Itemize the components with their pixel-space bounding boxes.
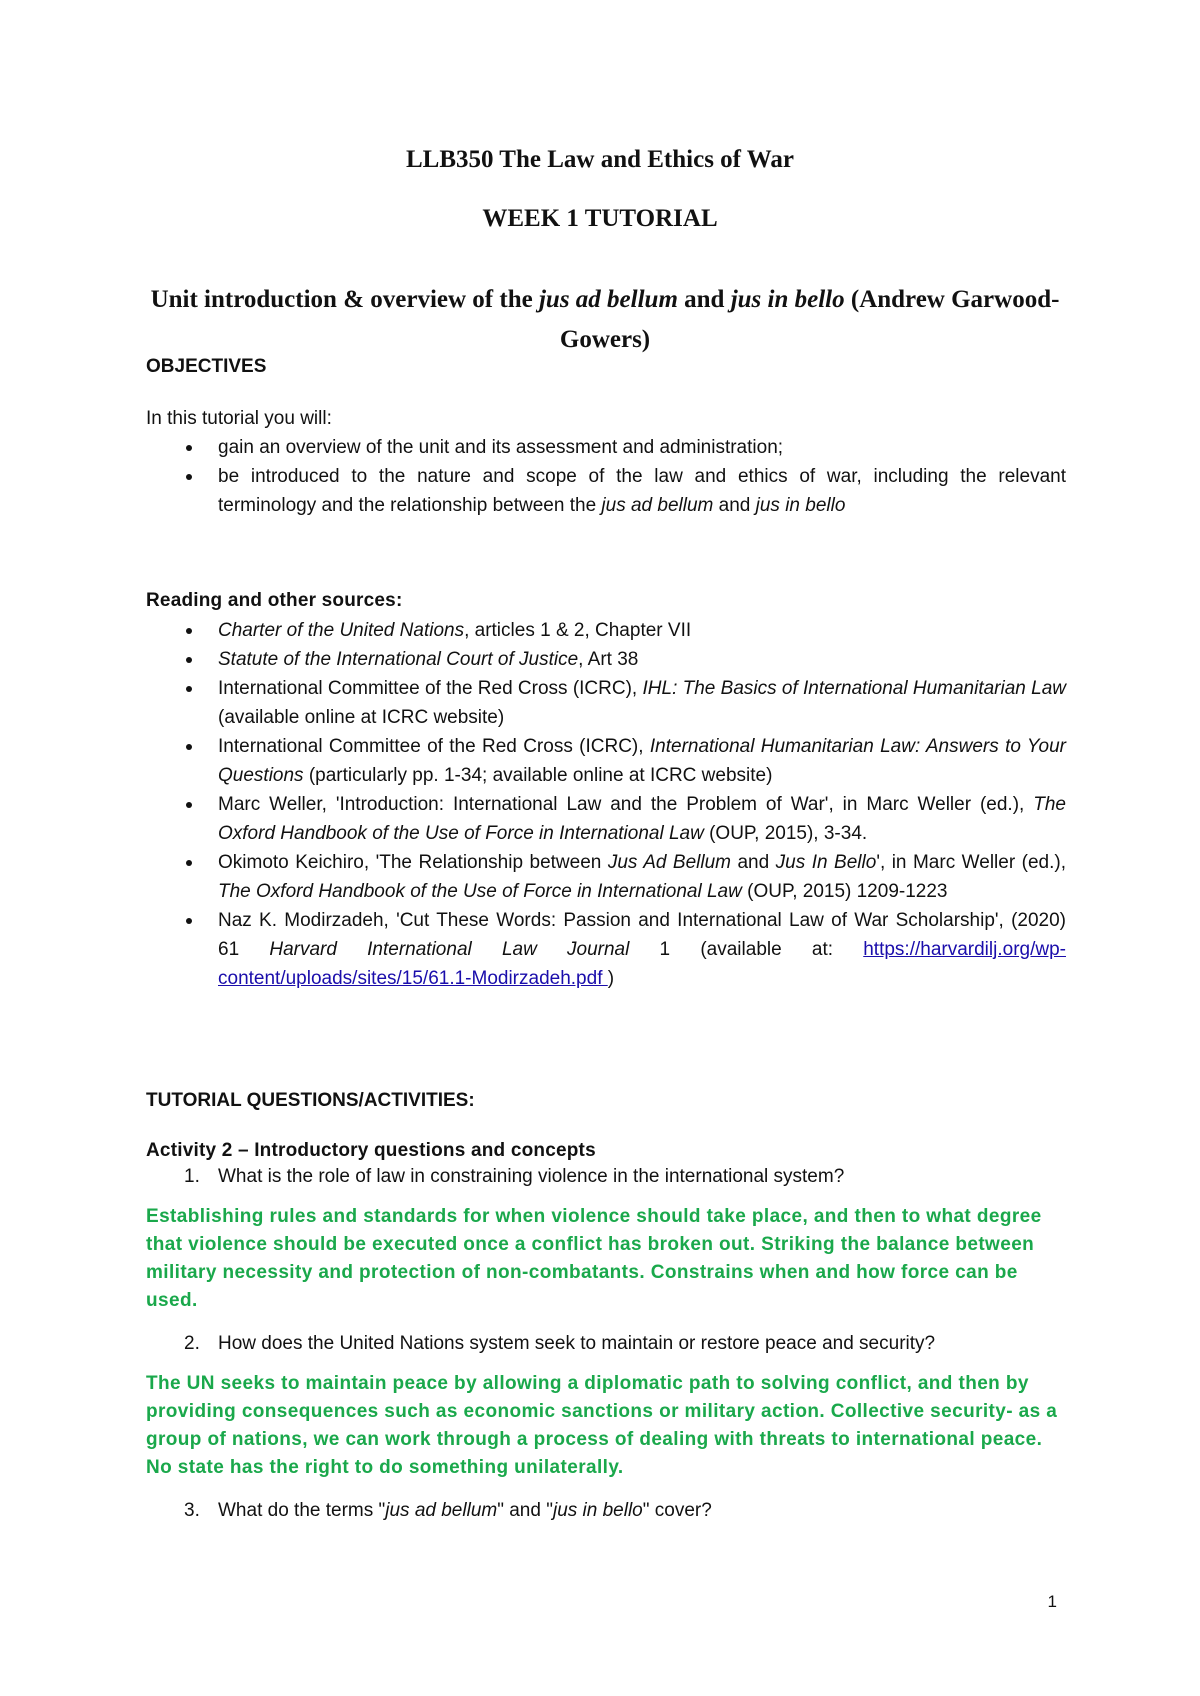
objectives-intro: In this tutorial you will: [146, 408, 332, 429]
source-detail: (available online at ICRC website) [218, 707, 505, 728]
list-item [146, 674, 1066, 732]
list-item [146, 790, 1066, 848]
reading-section [146, 590, 1066, 993]
answer-1: Establishing rules and standards for when violence should take place, and then to what degree that violence should be executed once a conflict has broken out. Striking the balance between military necessity and protection of non-combatants. Constrains when and how force can be used. [146, 1206, 1042, 1311]
source-detail: International Committee of the Red Cross (ICRC), [218, 736, 650, 757]
list-item [146, 433, 1066, 462]
source-detail: , Art 38 [578, 649, 639, 670]
italic-term: jus ad bellum [385, 1500, 498, 1521]
italic-term: Jus Ad Bellum [607, 852, 731, 873]
source-detail: 1 (available at: [629, 939, 864, 960]
source-detail: ) [607, 968, 615, 989]
source-detail: Okimoto Keichiro, 'The Relationship between [218, 852, 608, 873]
reading-heading: Reading and other sources: [146, 590, 403, 611]
document-title: LLB350 The Law and Ethics of War [405, 146, 795, 173]
subtitle-italic-term: jus ad bellum [538, 286, 678, 313]
source-title: Harvard International Law Journal [269, 939, 630, 960]
document-subtitle [140, 280, 1070, 360]
source-detail: (OUP, 2015), 3-34. [703, 823, 868, 844]
list-item-text: be introduced to the nature and scope of the law and ethics of war, including the relevant terminology and the relationship between the [218, 466, 1066, 516]
list-item [146, 906, 1066, 993]
question-text: " and " [497, 1500, 553, 1521]
source-detail: (OUP, 2015) 1209-1223 [741, 881, 948, 902]
list-item [146, 462, 1066, 520]
source-detail: Marc Weller, 'Introduction: International Law and the Problem of War', in Marc Weller (ed.), [218, 794, 1034, 815]
subtitle-text: (Andrew Garwood-Gowers) [559, 286, 1060, 353]
objectives-list [146, 433, 1066, 520]
source-title: The Oxford Handbook of the Use of Force in International Law [218, 794, 1066, 844]
source-title: Statute of the International Court of Justice [218, 649, 579, 670]
italic-term: jus ad bellum [601, 495, 714, 516]
source-detail: ', in Marc Weller (ed.), [876, 852, 1066, 873]
question-text: What is the role of law in constraining violence in the international system? [218, 1166, 845, 1187]
page-number: 1 [1047, 1592, 1057, 1611]
modirzadeh-pdf-link[interactable]: https://harvardilj.org/wp-content/uploads/sites/15/61.1-Modirzadeh.pdf [218, 939, 1066, 989]
question-text: What do the terms " [218, 1500, 386, 1521]
answer-2: The UN seeks to maintain peace by allowing a diplomatic path to solving conflict, and then by providing consequences such as economic sanctions or military action. Collective security- as a group of nations, we can work through a process of dealing with threats to international peace. No state has the right to do something unilaterally. [146, 1373, 1058, 1478]
source-title: Charter of the United Nations [218, 620, 465, 641]
question-3 [146, 1496, 1066, 1525]
question-1 [146, 1162, 1066, 1191]
question-text: " cover? [642, 1500, 712, 1521]
question-number: 3. [184, 1500, 200, 1521]
source-title: The Oxford Handbook of the Use of Force in International Law [218, 881, 742, 902]
source-detail: and [731, 852, 776, 873]
question-number: 2. [184, 1333, 200, 1354]
tutorial-heading: TUTORIAL QUESTIONS/ACTIVITIES: [146, 1090, 475, 1111]
source-detail: International Committee of the Red Cross (ICRC), [218, 678, 643, 699]
source-title: IHL: The Basics of International Humanitarian Law [642, 678, 1066, 699]
italic-term: Jus In Bello [775, 852, 877, 873]
activity-heading: Activity 2 – Introductory questions and concepts [146, 1140, 596, 1161]
source-detail: (particularly pp. 1-34; available online at ICRC website) [303, 765, 773, 786]
source-detail: , articles 1 & 2, Chapter VII [464, 620, 692, 641]
tutorial-section [146, 1090, 1066, 1525]
source-title: International Humanitarian Law: Answers to Your Questions [218, 736, 1066, 786]
subtitle-italic-term: jus in bello [730, 286, 845, 313]
source-detail: Naz K. Modirzadeh, 'Cut These Words: Passion and International Law of War Scholarship', (2020) 61 [218, 910, 1066, 960]
week-label: WEEK 1 TUTORIAL [482, 205, 718, 232]
question-2 [146, 1329, 1066, 1358]
italic-term: jus in bello [552, 1500, 643, 1521]
objectives-section [146, 356, 1066, 520]
question-text: How does the United Nations system seek to maintain or restore peace and security? [218, 1333, 936, 1354]
subtitle-text: Unit introduction & overview of the [150, 286, 539, 313]
list-item [146, 645, 1066, 674]
objectives-heading: OBJECTIVES [146, 356, 267, 377]
question-number: 1. [184, 1166, 200, 1187]
list-item [146, 732, 1066, 790]
list-item-text: and [713, 495, 756, 516]
list-item [146, 848, 1066, 906]
list-item [146, 616, 1066, 645]
italic-term: jus in bello [755, 495, 846, 516]
reading-list [146, 616, 1066, 993]
list-item-text: gain an overview of the unit and its assessment and administration; [218, 437, 784, 458]
subtitle-text: and [677, 286, 731, 313]
